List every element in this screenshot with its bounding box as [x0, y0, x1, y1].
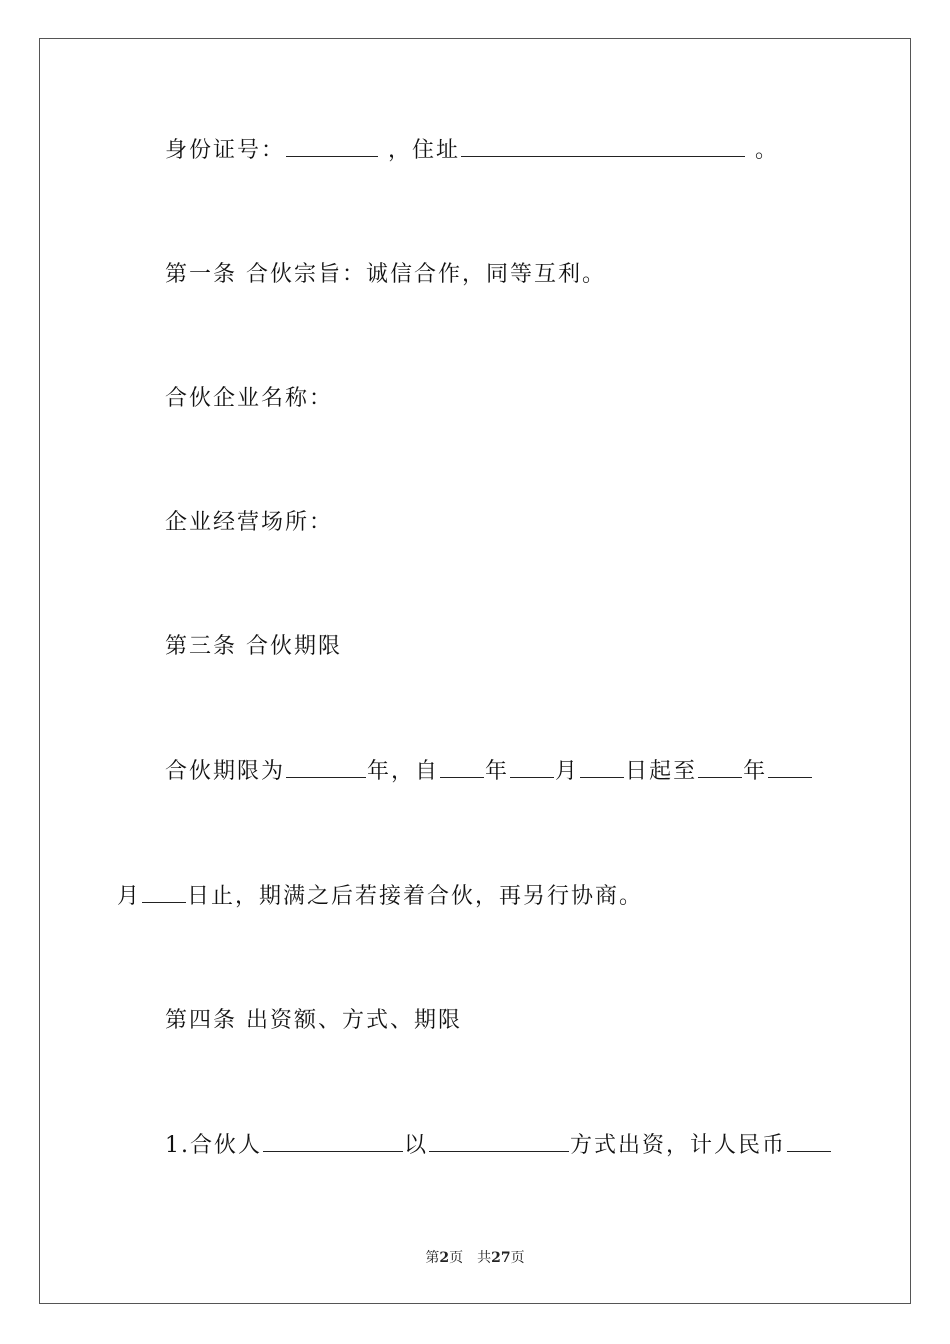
end-month-label: 月 [117, 884, 142, 909]
term-end-text: 日止，期满之后若接着合伙，再另行协商。 [187, 884, 644, 909]
term-year-from: 年，自 [367, 759, 440, 784]
line-end: 。 [755, 138, 780, 163]
end-month-blank[interactable] [768, 757, 812, 778]
business-premises-label: 企业经营场所： [165, 510, 334, 535]
method-prefix: 以 [404, 1133, 429, 1158]
start-month-label: 月 [555, 759, 580, 784]
footer-mid: 页 共 [449, 1250, 492, 1266]
amount-label: 方式出资，计人民币 [570, 1133, 787, 1158]
address-blank[interactable] [461, 136, 745, 157]
page-frame [39, 38, 911, 1304]
address-label: ，住址 [388, 138, 461, 163]
start-day-until: 日起至 [625, 759, 698, 784]
start-year-blank[interactable] [440, 757, 484, 778]
term-continuation [117, 882, 643, 912]
contribution-line [165, 1131, 832, 1161]
partner-name-blank[interactable] [263, 1131, 403, 1152]
start-year-label: 年 [485, 759, 510, 784]
current-page-number: 2 [439, 1250, 450, 1266]
amount-blank[interactable] [787, 1131, 831, 1152]
partner-label: 1.合伙人 [165, 1133, 262, 1158]
id-number-blank[interactable] [286, 136, 378, 157]
page-footer [0, 1247, 950, 1267]
article-three-heading: 第三条 合伙期限 [165, 634, 342, 659]
footer-prefix: 第 [425, 1250, 440, 1266]
end-day-blank[interactable] [142, 882, 186, 903]
article-one: 第一条 合伙宗旨：诚信合作，同等互利。 [165, 262, 606, 287]
footer-suffix: 页 [510, 1250, 525, 1266]
term-line [165, 757, 813, 787]
id-label: 身份证号： [165, 138, 286, 163]
end-year-blank[interactable] [698, 757, 742, 778]
total-pages-number: 27 [491, 1250, 511, 1266]
term-years-blank[interactable] [286, 757, 366, 778]
start-day-blank[interactable] [580, 757, 624, 778]
end-year-label: 年 [743, 759, 768, 784]
id-address-line [165, 136, 779, 166]
start-month-blank[interactable] [510, 757, 554, 778]
article-four-heading: 第四条 出资额、方式、期限 [165, 1008, 462, 1033]
enterprise-name-label: 合伙企业名称： [165, 386, 334, 411]
term-label: 合伙期限为 [165, 759, 286, 784]
method-blank[interactable] [429, 1131, 569, 1152]
